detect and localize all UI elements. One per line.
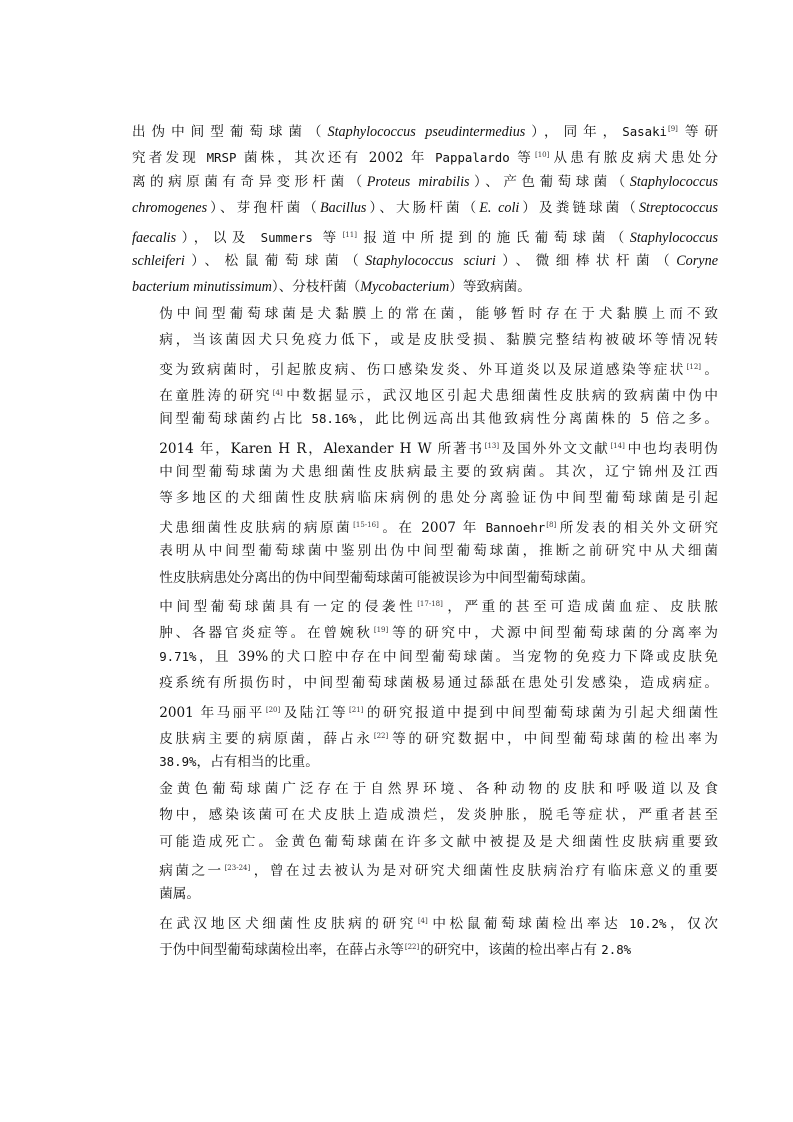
text-run: 可能造成死亡。金黄色葡萄球菌在许多文献中被提及是犬细菌性皮肤病重要致 xyxy=(159,833,718,850)
text-run: 等研 xyxy=(678,124,718,140)
text-line xyxy=(132,697,718,723)
text-run: Staphylococcus pseudintermedius xyxy=(327,124,526,140)
text-run: 中松鼠葡萄球菌检出率达 xyxy=(428,915,630,932)
text-run: 等多地区的犬细菌性皮肤病临床病例的患处分离验证伪中间型葡萄球菌是引起 xyxy=(159,490,718,507)
text-run: 的研究中，该菌的检出率占有 xyxy=(420,942,602,959)
text-run: Proteus mirabilis xyxy=(366,173,470,190)
paragraph xyxy=(132,908,718,961)
text-run: ），同年， xyxy=(525,124,623,140)
text-line xyxy=(132,934,718,960)
text-run: 及陆江等 xyxy=(281,704,349,721)
text-line xyxy=(132,617,718,643)
text-line xyxy=(132,248,718,274)
citation-ref: [17-18] xyxy=(417,600,443,609)
text-line xyxy=(132,354,718,380)
text-run: 出伪中间型葡萄球菌（ xyxy=(132,124,328,140)
paragraph xyxy=(132,301,718,591)
text-run: ）、大肠杆菌（ xyxy=(366,200,480,217)
text-line xyxy=(132,459,718,485)
text-run: ），以及 xyxy=(176,229,261,246)
text-run: 等的研究中，犬源中间型葡萄球菌的分离率为 xyxy=(389,625,718,642)
citation-ref: [10] xyxy=(534,151,550,160)
paragraph xyxy=(132,591,718,776)
text-run: 2001 年马丽平 xyxy=(159,704,265,721)
text-run: ，严重的甚至可造成菌血症、皮肤脓 xyxy=(443,599,718,616)
text-run: 中间型葡萄球菌具有一定的侵袭性 xyxy=(159,599,417,616)
text-line xyxy=(132,433,718,459)
citation-ref: [11] xyxy=(342,230,357,239)
text-run: chromogenes xyxy=(132,200,208,217)
citation-ref: [15-16] xyxy=(353,520,379,529)
text-run: 中间型葡萄球菌为犬患细菌性皮肤病最主要的致病菌。其次，辽宁锦州及江西 xyxy=(159,464,718,481)
text-line xyxy=(132,908,718,934)
paragraph xyxy=(132,776,718,908)
citation-ref: [22] xyxy=(404,943,420,952)
text-line xyxy=(132,116,718,142)
citation-ref: [4] xyxy=(417,916,428,925)
text-run: 9.71% xyxy=(159,648,197,664)
text-run: 病，当该菌因犬只免疫力低下，或是皮肤受损、黏膜完整结构被破坏等情况转 xyxy=(159,332,718,349)
text-line xyxy=(132,538,718,564)
text-run: MRSP xyxy=(206,150,237,166)
text-run: 等 xyxy=(312,229,342,246)
text-run: Sasaki xyxy=(622,124,667,139)
text-line xyxy=(132,829,718,855)
text-run: 的研究报道中提到中间型葡萄球菌为引起犬细菌性 xyxy=(364,704,718,721)
text-run: 等 xyxy=(509,150,534,167)
text-line xyxy=(132,749,718,775)
text-run: 中也均表明伪 xyxy=(625,440,718,457)
text-run: 报道中所提到的施氏葡萄球菌（ xyxy=(358,229,630,246)
text-line xyxy=(132,802,718,828)
text-run: Staphylococcus sciuri xyxy=(365,252,496,269)
text-run: ，曾在过去被认为是对研究犬细菌性皮肤病治疗有临床意义的重要 xyxy=(251,862,718,879)
text-line xyxy=(132,591,718,617)
citation-ref: [22] xyxy=(373,731,389,740)
text-run: ，且 39%的犬口腔中存在中间型葡萄球菌。当宠物的免疫力下降或皮肤免 xyxy=(196,648,718,665)
citation-ref: [8] xyxy=(546,520,557,529)
text-run: ，此比例远高出其他致病性分离菌株的 5 倍之多。 xyxy=(356,411,718,428)
text-run: schleiferi xyxy=(132,252,185,269)
text-line xyxy=(132,723,718,749)
text-line xyxy=(132,274,718,300)
text-run: 金黄色葡萄球菌广泛存在于自然界环境、各种动物的皮肤和呼吸道以及食 xyxy=(159,780,718,797)
text-run: 犬患细菌性皮肤病的病原菌 xyxy=(159,519,353,536)
text-run: ，占有相当的比重。 xyxy=(196,754,319,771)
text-run: 10.2% xyxy=(629,915,667,931)
text-run: E. coli xyxy=(479,200,520,217)
text-run: ）等致病菌。 xyxy=(449,279,531,296)
text-run: Staphylococcus xyxy=(629,173,718,190)
text-run: 38.9% xyxy=(159,754,197,770)
text-run: 在武汉地区犬细菌性皮肤病的研究 xyxy=(159,915,417,932)
text-line xyxy=(132,406,718,432)
text-run: faecalis xyxy=(132,229,177,246)
text-run: Pappalardo xyxy=(435,150,510,166)
paragraph xyxy=(132,116,718,301)
text-run: ）及粪链球菌（ xyxy=(519,200,639,217)
text-line xyxy=(132,644,718,670)
text-run: 肿、各器官炎症等。在曾婉秋 xyxy=(159,625,373,642)
text-run: ）、分枝杆菌（ xyxy=(271,279,361,296)
text-run: Summers xyxy=(260,229,313,245)
text-line xyxy=(132,670,718,696)
text-line xyxy=(132,195,718,221)
text-run: 从患有脓皮病犬患处分 xyxy=(550,150,718,167)
text-run: 2.8% xyxy=(601,942,632,958)
citation-ref: [12] xyxy=(686,362,702,371)
text-line xyxy=(132,485,718,511)
citation-ref: [14] xyxy=(610,441,625,450)
text-run: 58.16% xyxy=(311,411,357,427)
text-run: Staphylococcus xyxy=(629,229,718,246)
text-run: Bacillus xyxy=(319,200,367,217)
text-run: 皮肤病主要的病原菌，薛占永 xyxy=(159,730,373,747)
text-run: ）、产色葡萄球菌（ xyxy=(469,173,630,190)
text-run: 。在 2007 年 xyxy=(379,519,486,536)
document-page xyxy=(132,116,718,961)
text-run: 及国外外文文献 xyxy=(500,440,610,457)
text-run: ，仅次 xyxy=(666,915,718,932)
text-line xyxy=(132,855,718,881)
text-run: ）、松鼠葡萄球菌（ xyxy=(184,252,366,269)
citation-ref: [4] xyxy=(272,388,283,397)
text-run: 离的病原菌有奇异变形杆菌（ xyxy=(132,173,367,190)
text-run: 所发表的相关外文研究 xyxy=(557,519,718,536)
text-line xyxy=(132,169,718,195)
text-run: 菌株，其次还有 2002 年 xyxy=(236,150,436,167)
text-run: 伪中间型葡萄球菌是犬黏膜上的常在菌，能够暂时存在于犬黏膜上而不致 xyxy=(159,305,718,322)
text-run: Bannoehr xyxy=(485,519,546,535)
text-line xyxy=(132,565,718,591)
text-run: 病菌之一 xyxy=(159,862,224,879)
text-run: Streptococcus xyxy=(638,200,718,217)
text-line xyxy=(132,776,718,802)
citation-ref: [9] xyxy=(668,125,678,133)
text-run: 在童胜涛的研究 xyxy=(159,387,272,404)
text-line xyxy=(132,222,718,248)
text-run: bacterium minutissimum xyxy=(132,279,272,296)
text-line xyxy=(132,512,718,538)
text-run: 性皮肤病患处分离出的伪中间型葡萄球菌可能被误诊为中间型葡萄球菌。 xyxy=(159,569,595,586)
text-line xyxy=(132,327,718,353)
text-run: 间型葡萄球菌约占比 xyxy=(159,411,312,428)
text-line xyxy=(132,301,718,327)
text-run: 变为致病菌时，引起脓皮病、伤口感染发炎、外耳道炎以及尿道感染等症状 xyxy=(159,361,686,378)
text-line xyxy=(132,881,718,907)
citation-ref: [20] xyxy=(265,705,281,714)
text-line xyxy=(132,142,718,168)
citation-ref: [13] xyxy=(484,441,500,450)
text-run: 。 xyxy=(702,361,718,378)
text-run: 究者发现 xyxy=(132,150,207,167)
text-run: Coryne xyxy=(676,252,718,269)
text-run: 疫系统有所损伤时，中间型葡萄球菌极易通过舔舐在患处引发感染，造成病症。 xyxy=(159,675,718,692)
text-run: 表明从中间型葡萄球菌中鉴别出伪中间型葡萄球菌，推断之前研究中从犬细菌 xyxy=(159,543,718,560)
citation-ref: [19] xyxy=(373,626,389,635)
text-run: 等的研究数据中，中间型葡萄球菌的检出率为 xyxy=(389,730,718,747)
text-run: 2014 年，Karen H R，Alexander H W 所著书 xyxy=(159,440,484,457)
text-run: ）、微细棒状杆菌（ xyxy=(495,252,677,269)
text-run: Mycobacterium xyxy=(360,279,450,296)
text-run: 中数据显示，武汉地区引起犬患细菌性皮肤病的致病菌中伪中 xyxy=(283,387,718,404)
text-run: 于伪中间型葡萄球菌检出率，在薛占永等 xyxy=(159,942,404,959)
text-run: 物中，感染该菌可在犬皮肤上造成溃烂，发炎肿胀，脱毛等症状，严重者甚至 xyxy=(159,807,718,824)
citation-ref: [21] xyxy=(349,705,364,714)
text-run: ）、芽孢杆菌（ xyxy=(207,200,320,217)
text-line xyxy=(132,380,718,406)
text-run: 菌属。 xyxy=(159,886,200,903)
citation-ref: [23-24] xyxy=(224,863,251,872)
